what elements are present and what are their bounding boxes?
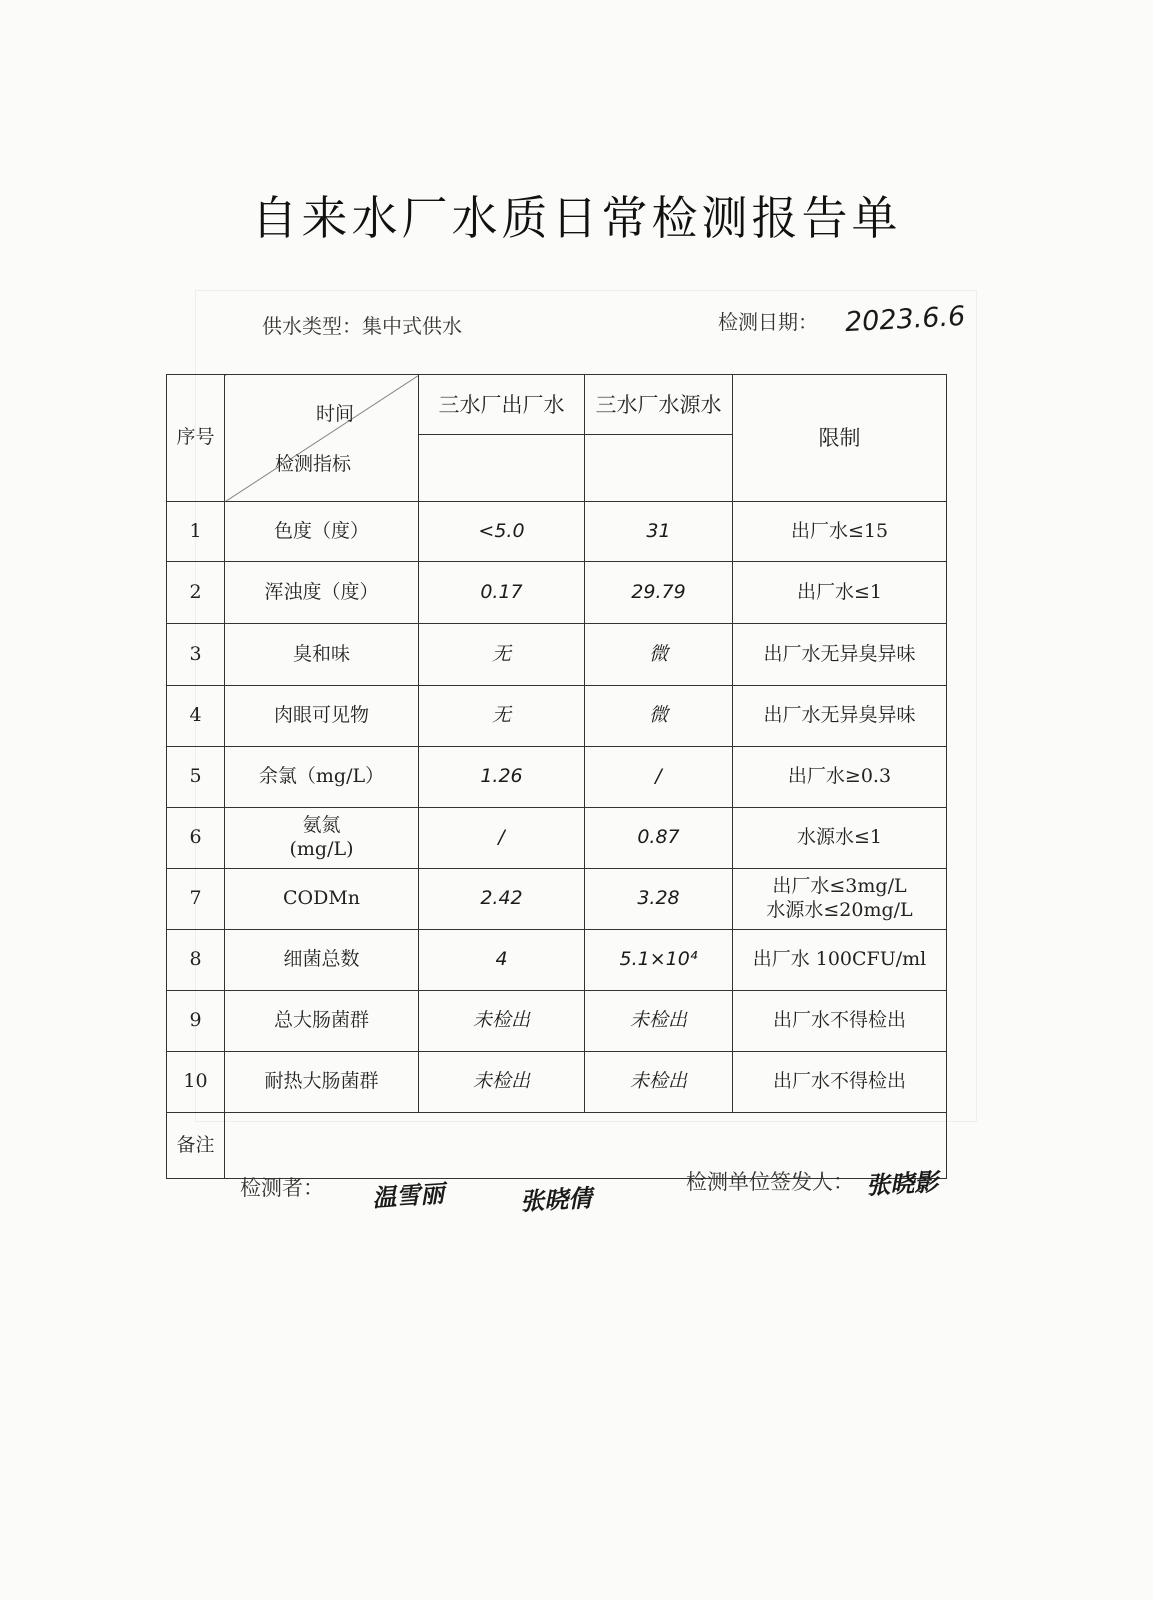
row-indicator: CODMn — [225, 869, 419, 930]
inspector-signature-1: 温雪丽 — [371, 1179, 446, 1213]
row-seq: 8 — [167, 930, 225, 991]
row-indicator: 耐热大肠菌群 — [225, 1052, 419, 1113]
row-seq: 2 — [167, 562, 225, 624]
table-row — [167, 808, 947, 869]
row-indicator: 肉眼可见物 — [225, 686, 419, 747]
row-outlet-value: <5.0 — [419, 502, 585, 562]
header-time: 时间 — [315, 403, 354, 425]
table-row — [167, 624, 947, 686]
table-row — [167, 1052, 947, 1113]
row-source-value: 0.87 — [585, 808, 733, 869]
row-limit — [733, 869, 947, 930]
row-limit: 水源水≤1 — [733, 808, 947, 869]
row-seq: 9 — [167, 991, 225, 1052]
row-limit-line2: 水源水≤20mg/L — [766, 899, 913, 921]
row-indicator: 色度（度） — [225, 502, 419, 562]
table-row — [167, 562, 947, 624]
row-seq: 5 — [167, 747, 225, 808]
date-label: 检测日期： — [718, 310, 818, 334]
row-limit: 出厂水≤15 — [733, 502, 947, 562]
row-seq: 3 — [167, 624, 225, 686]
row-indicator-line2: (mg/L) — [289, 838, 354, 860]
row-indicator: 总大肠菌群 — [225, 991, 419, 1052]
row-seq: 7 — [167, 869, 225, 930]
row-limit: 出厂水不得检出 — [733, 991, 947, 1052]
header-seq: 序号 — [167, 375, 225, 502]
inspector-signature-2: 张晓倩 — [519, 1184, 593, 1216]
table-row — [167, 686, 947, 747]
header-source-water: 三水厂水源水 — [585, 375, 733, 435]
row-indicator: 余氯（mg/L） — [225, 747, 419, 808]
supply-type — [262, 310, 462, 339]
row-source-value: 微 — [585, 624, 733, 686]
header-source-blank — [585, 435, 733, 502]
row-indicator: 臭和味 — [225, 624, 419, 686]
row-source-value: / — [585, 747, 733, 808]
row-source-value: 29.79 — [585, 562, 733, 624]
header-row — [167, 375, 947, 435]
row-outlet-value: 0.17 — [419, 562, 585, 624]
row-limit-line1: 出厂水≤3mg/L — [772, 875, 907, 898]
row-outlet-value: 2.42 — [419, 869, 585, 930]
row-outlet-value: 无 — [419, 624, 585, 686]
row-limit: 出厂水无异臭异味 — [733, 624, 947, 686]
row-source-value: 31 — [585, 502, 733, 562]
row-source-value: 未检出 — [585, 991, 733, 1052]
row-source-value: 未检出 — [585, 1052, 733, 1113]
row-source-value: 3.28 — [585, 869, 733, 930]
row-limit: 出厂水无异臭异味 — [733, 686, 947, 747]
header-limit: 限制 — [733, 375, 947, 502]
row-outlet-value: / — [419, 808, 585, 869]
header-outlet-water: 三水厂出厂水 — [419, 375, 585, 435]
row-outlet-value: 4 — [419, 930, 585, 991]
issuer-label: 检测单位签发人： — [686, 1170, 854, 1194]
table-row — [167, 930, 947, 991]
report-table — [166, 374, 947, 1179]
table-row — [167, 869, 947, 930]
row-outlet-value: 未检出 — [419, 1052, 585, 1113]
row-indicator: 浑浊度（度） — [225, 562, 419, 624]
row-seq: 10 — [167, 1052, 225, 1113]
remarks-label: 备注 — [167, 1113, 225, 1179]
row-source-value: 5.1×10⁴ — [585, 930, 733, 991]
row-seq: 1 — [167, 502, 225, 562]
report-title: 自来水厂水质日常检测报告单 — [251, 191, 902, 245]
table-row — [167, 747, 947, 808]
supply-type-label: 供水类型： — [262, 314, 362, 338]
row-outlet-value: 无 — [419, 686, 585, 747]
row-outlet-value: 1.26 — [419, 747, 585, 808]
row-limit: 出厂水 100CFU/ml — [733, 930, 947, 991]
row-limit: 出厂水≤1 — [733, 562, 947, 624]
date-value: 2023.6.6 — [844, 300, 966, 339]
row-seq: 4 — [167, 686, 225, 747]
row-outlet-value: 未检出 — [419, 991, 585, 1052]
row-limit: 出厂水不得检出 — [733, 1052, 947, 1113]
supply-type-value: 集中式供水 — [362, 314, 462, 338]
row-indicator: 细菌总数 — [225, 930, 419, 991]
row-indicator-line1: 氨氮 — [302, 814, 341, 837]
inspector-label: 检测者： — [240, 1176, 324, 1200]
header-indicator: 检测指标 — [275, 453, 352, 476]
issuer-signature: 张晓影 — [865, 1168, 939, 1200]
header-outlet-blank — [419, 435, 585, 502]
row-indicator — [225, 808, 419, 869]
row-source-value: 微 — [585, 686, 733, 747]
table-row — [167, 991, 947, 1052]
row-limit: 出厂水≥0.3 — [733, 747, 947, 808]
table-row — [167, 502, 947, 562]
header-diagonal-cell — [225, 375, 419, 502]
row-seq: 6 — [167, 808, 225, 869]
